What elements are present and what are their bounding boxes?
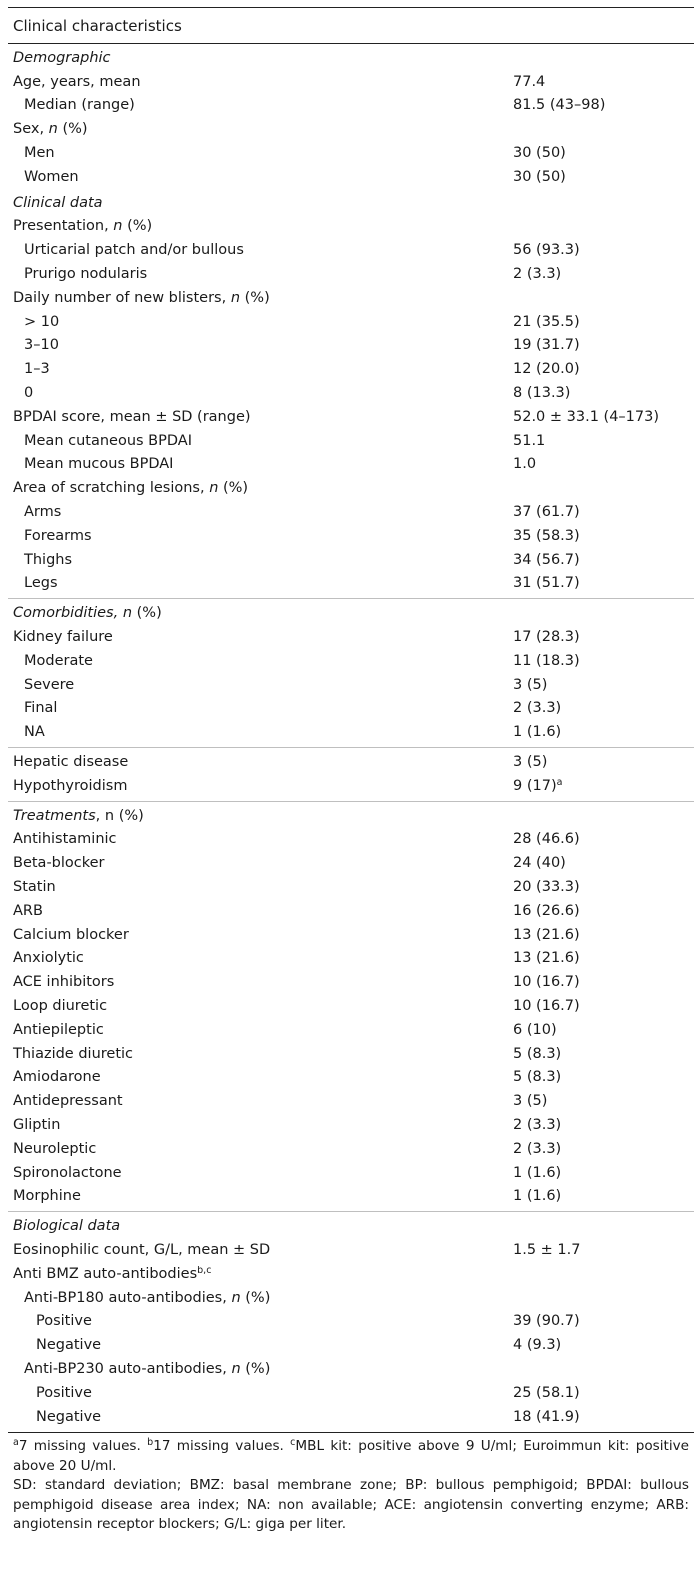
- row-label: Loop diuretic: [13, 997, 108, 1014]
- row-value: 30 (50): [513, 145, 566, 162]
- row-label: Area of scratching lesions, n (%): [13, 480, 249, 497]
- row-label: Kidney failure: [13, 629, 113, 646]
- row-label: Amiodarone: [13, 1069, 101, 1086]
- table-row: [8, 673, 694, 697]
- section-heading-row: [8, 804, 694, 828]
- row-value: 13 (21.6): [513, 950, 580, 967]
- section-heading-row: [8, 601, 694, 625]
- row-value: 10 (16.7): [513, 997, 580, 1014]
- row-value: 18 (41.9): [513, 1408, 580, 1425]
- table-row: [8, 572, 694, 596]
- table-header: [8, 8, 694, 43]
- footnote-abbreviations: SD: standard deviation; BMZ: basal membrane zone; BP: bullous pemphigoid; BPDAI: bullous pemphigoid disease area index; NA: non available; ACE: angiotensin converting enzyme; ARB: angiotensin receptor blockers; G/L: giga per liter.: [13, 1477, 689, 1533]
- row-value: 5 (8.3): [513, 1045, 562, 1062]
- row-value: 20 (33.3): [513, 878, 580, 895]
- row-value: 16 (26.6): [513, 902, 580, 919]
- row-value: 3 (5): [513, 676, 548, 693]
- table-row: [8, 1113, 694, 1137]
- row-label: Gliptin: [13, 1116, 61, 1133]
- separator-rule: [8, 598, 694, 599]
- row-label: Hypothyroidism: [13, 777, 128, 794]
- row-value: 34 (56.7): [513, 551, 580, 568]
- row-value: 81.5 (43–98): [513, 97, 606, 114]
- separator-rule: [8, 801, 694, 802]
- table-footnotes: [8, 1433, 694, 1535]
- row-value: 39 (90.7): [513, 1313, 580, 1330]
- table-row: [8, 1042, 694, 1066]
- row-label: Women: [24, 168, 79, 185]
- header-rule: [8, 43, 694, 44]
- row-value: 13 (21.6): [513, 926, 580, 943]
- row-label: Age, years, mean: [13, 73, 141, 90]
- table-row: [8, 453, 694, 477]
- section-heading-row: [8, 46, 694, 70]
- table-row: [8, 262, 694, 286]
- row-value: 3 (5): [513, 1093, 548, 1110]
- row-value: 56 (93.3): [513, 242, 580, 259]
- row-label: Legs: [24, 575, 58, 592]
- row-value: 11 (18.3): [513, 652, 580, 669]
- table-row: [8, 1184, 694, 1208]
- row-label: Thiazide diuretic: [13, 1045, 134, 1062]
- table-row: [8, 117, 694, 141]
- row-label: Median (range): [24, 97, 135, 114]
- table-row: [8, 994, 694, 1018]
- row-label: Forearms: [24, 527, 92, 544]
- table-row: [8, 286, 694, 310]
- table-row: [8, 357, 694, 381]
- table-row: [8, 1357, 694, 1381]
- row-label: Arms: [24, 504, 62, 521]
- table-row: [8, 215, 694, 239]
- table-row: [8, 625, 694, 649]
- table-row: [8, 828, 694, 852]
- row-label: Positive: [36, 1313, 92, 1330]
- row-value: 1 (1.6): [513, 1188, 562, 1205]
- row-label: Men: [24, 145, 55, 162]
- row-label: Anti-BP180 auto-antibodies, n (%): [24, 1289, 271, 1306]
- section-heading: Demographic: [13, 49, 111, 66]
- row-label: 1–3: [24, 361, 50, 378]
- row-value: 24 (40): [513, 855, 566, 872]
- row-label: Antiepileptic: [13, 1021, 104, 1038]
- table-row: [8, 697, 694, 721]
- row-label: Final: [24, 700, 58, 717]
- table-row: [8, 94, 694, 118]
- row-label: Hepatic disease: [13, 754, 129, 770]
- table-row: [8, 334, 694, 358]
- footnote-missing-values: $^a$7 missing values. $^b$17 missing values. $^c$MBL kit: positive above 9 U/ml; Euroimmun kit: positive above 20 U/ml.: [13, 1437, 690, 1474]
- table-row: [8, 1137, 694, 1161]
- row-value: 3 (5): [513, 754, 548, 770]
- table-row: [8, 70, 694, 94]
- row-label: Anxiolytic: [13, 950, 84, 967]
- section-heading-row: [8, 1214, 694, 1238]
- separator-rule: [8, 747, 694, 748]
- row-label: Severe: [24, 676, 75, 693]
- row-value: 31 (51.7): [513, 575, 580, 592]
- table-row: [8, 1262, 694, 1286]
- row-value: 1 (1.6): [513, 724, 562, 741]
- row-label: Moderate: [24, 652, 93, 669]
- row-label: > 10: [24, 313, 60, 330]
- row-value: 10 (16.7): [513, 974, 580, 991]
- table-row: [8, 476, 694, 500]
- table-row: [8, 1309, 694, 1333]
- table-row: [8, 405, 694, 429]
- section-heading: Clinical data: [13, 194, 103, 211]
- row-label: Anti-BP230 auto-antibodies, n (%): [24, 1360, 271, 1377]
- row-label: Thighs: [24, 551, 73, 568]
- table-row: [8, 720, 694, 744]
- row-label: Morphine: [13, 1188, 81, 1205]
- table-row: [8, 310, 694, 334]
- row-value: 2 (3.3): [513, 266, 562, 283]
- row-value: 1.5 ± 1.7: [513, 1241, 581, 1258]
- row-label: Eosinophilic count, G/L, mean ± SD: [13, 1241, 271, 1258]
- row-value: 30 (50): [513, 168, 566, 185]
- row-label: Mean mucous BPDAI: [24, 456, 174, 473]
- row-value: 25 (58.1): [513, 1384, 580, 1401]
- row-label: ARB: [13, 902, 43, 919]
- table-row: [8, 649, 694, 673]
- row-label: Urticarial patch and/or bullous: [24, 242, 244, 259]
- row-label: Positive: [36, 1384, 92, 1401]
- row-label: Daily number of new blisters, n (%): [13, 289, 270, 306]
- table-row: [8, 875, 694, 899]
- row-value: 2 (3.3): [513, 1116, 562, 1133]
- row-value: 2 (3.3): [513, 1140, 562, 1157]
- table-row: [8, 774, 694, 798]
- table-row: [8, 851, 694, 875]
- row-value: 2 (3.3): [513, 700, 562, 717]
- row-value: 8 (13.3): [513, 385, 571, 402]
- row-label: NA: [24, 724, 45, 741]
- row-value: 17 (28.3): [513, 629, 580, 646]
- table-row: [8, 1161, 694, 1185]
- row-value: 1 (1.6): [513, 1164, 562, 1181]
- table-row: [8, 141, 694, 165]
- row-value: 9 $(17)^a$: [513, 776, 563, 794]
- separator-rule: [8, 1211, 694, 1212]
- row-value: 6 (10): [513, 1021, 557, 1038]
- table-row: [8, 1286, 694, 1310]
- row-label: Presentation, n (%): [13, 218, 153, 235]
- header-label: Clinical characteristics: [13, 16, 182, 35]
- row-label: Mean cutaneous BPDAI: [24, 432, 192, 449]
- row-value: 35 (58.3): [513, 527, 580, 544]
- table-row: [8, 750, 694, 774]
- row-label: Anti BMZ auto-antibodies$^{b,c}$: [13, 1265, 212, 1282]
- row-value: 1.0: [513, 456, 537, 473]
- table-row: [8, 165, 694, 189]
- row-label: Antidepressant: [13, 1093, 123, 1110]
- row-label: Statin: [13, 878, 56, 895]
- row-label: Calcium blocker: [13, 926, 129, 943]
- table-row: [8, 946, 694, 970]
- row-label: Antihistaminic: [13, 831, 117, 848]
- row-label: Negative: [36, 1337, 102, 1354]
- row-label: 0: [24, 385, 34, 402]
- table-row: [8, 899, 694, 923]
- row-label: Beta-blocker: [13, 855, 105, 872]
- table-row: [8, 548, 694, 572]
- table-row: [8, 429, 694, 453]
- table-row: [8, 1065, 694, 1089]
- row-label: Sex, n (%): [13, 121, 88, 138]
- row-label: Spironolactone: [13, 1164, 122, 1181]
- table-row: [8, 1238, 694, 1262]
- row-value: 77.4: [513, 73, 546, 90]
- table-body: [8, 46, 694, 1428]
- row-value: 5 (8.3): [513, 1069, 562, 1086]
- row-value: 12 (20.0): [513, 361, 580, 378]
- table-row: [8, 238, 694, 262]
- table-row: [8, 1333, 694, 1357]
- table-row: [8, 1405, 694, 1429]
- row-value: 19 (31.7): [513, 337, 580, 354]
- section-heading: Biological data: [13, 1218, 121, 1235]
- section-heading: Comorbidities, n (%): [13, 605, 162, 622]
- section-heading-row: [8, 191, 694, 215]
- row-value: 52.0 ± 33.1 (4–173): [513, 408, 660, 425]
- table-row: [8, 500, 694, 524]
- table-row: [8, 524, 694, 548]
- row-label: 3–10: [24, 337, 59, 354]
- table-row: [8, 1018, 694, 1042]
- table-row: [8, 970, 694, 994]
- row-value: 21 (35.5): [513, 313, 580, 330]
- row-label: BPDAI score, mean ± SD (range): [13, 408, 251, 425]
- row-label: Neuroleptic: [13, 1140, 97, 1157]
- table-row: [8, 1089, 694, 1113]
- row-value: 51.1: [513, 432, 546, 449]
- row-label: Negative: [36, 1408, 102, 1425]
- section-heading: Treatments, n (%): [13, 807, 144, 824]
- row-value: 28 (46.6): [513, 831, 580, 848]
- table-row: [8, 923, 694, 947]
- row-value: 4 (9.3): [513, 1337, 562, 1354]
- table-row: [8, 1381, 694, 1405]
- row-label: ACE inhibitors: [13, 974, 115, 991]
- row-label: Prurigo nodularis: [24, 266, 148, 283]
- clinical-characteristics-table: [8, 0, 694, 1535]
- table-row: [8, 381, 694, 405]
- row-value: 37 (61.7): [513, 504, 580, 521]
